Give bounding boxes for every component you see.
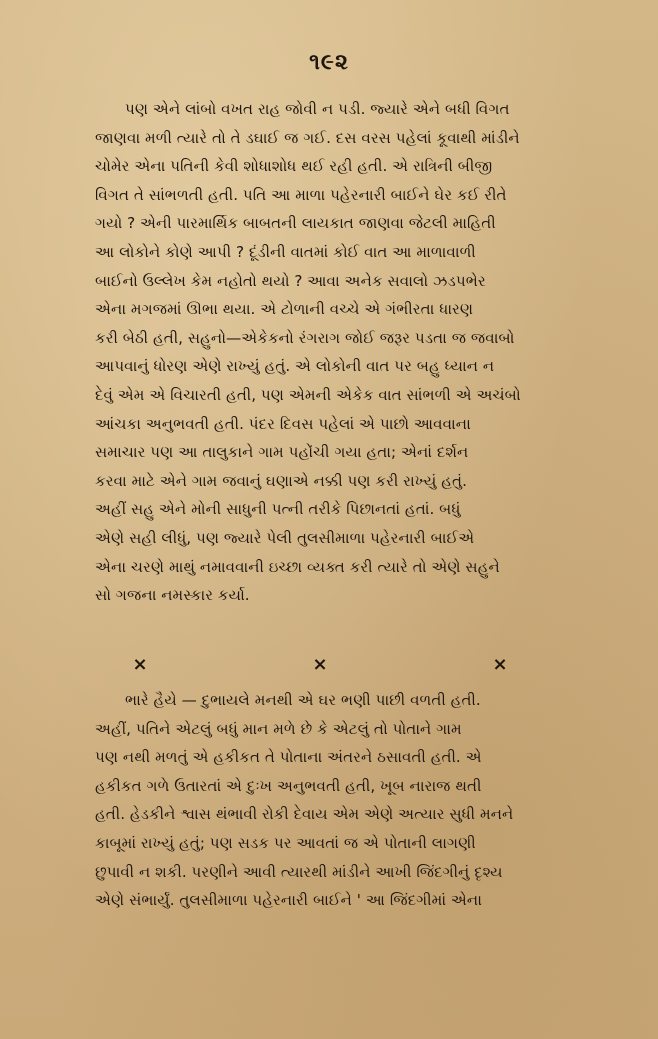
text-line: અહીં, પતિને એટલું બધું માન મળે છે કે એટલું તો પોતાને ગામ	[95, 719, 462, 738]
paragraph-1	[95, 95, 607, 610]
text-line: દેવું એમ એ વિચારતી હતી, પણ એમની એકેક વાત સાંભળી એ અચંબો	[95, 385, 521, 404]
text-line: એના ચરણે માથું નમાવવાની ઇચ્છા વ્યક્ત કરી ત્યારે તો એણે સહુને	[95, 557, 500, 576]
paragraph-2	[95, 686, 607, 915]
text-line: એણે સહી લીધું, પણ જ્યારે પેલી તુલસીમાળા પહેરનારી બાઈએ	[95, 528, 475, 547]
text-line: છુપાવી ન શકી. પરણીને આવી ત્યારથી માંડીને આખી જિંદગીનું દૃશ્ય	[95, 862, 503, 881]
text-line: પણ નથી મળતું એ હકીકત તે પોતાના અંતરને ઠસાવતી હતી. એ	[95, 748, 482, 767]
text-line: વિગત તે સાંભળતી હતી. પતિ આ માળા પહેરનારી બાઈને ઘેર કઈ રીતે	[95, 185, 507, 204]
text-line: કરી બેઠી હતી, સહુનો—એકેકનો રંગરાગ જોઈ જરૂર પડતા જ જવાબો	[95, 328, 515, 347]
text-line: આપવાનું ધોરણ એણે રાખ્યું હતું. એ લોકોની વાત પર બહુ ધ્યાન ન	[95, 357, 495, 376]
text-line: હકીકત ગળે ઉતારતાં એ દુઃખ અનુભવતી હતી, ખૂબ નારાજ થતી	[95, 776, 482, 795]
text-line: આ લોકોને કોણે આપી ? દૂંડીની વાતમાં કોઈ વાત આ માળાવાળી	[95, 242, 476, 261]
text-line: અહીં સહુ એને મોની સાધુની પત્ની તરીકે પિછાનતાં હતાં. બધું	[95, 500, 461, 519]
separator-mark: ×	[312, 653, 328, 675]
text-line: પણ એને લાંબો વખત રાહ જોવી ન પડી. જ્યારે એને બધી વિગત	[125, 100, 510, 118]
text-line: હતી. હેડકીને શ્વાસ થંભાવી રોકી દેવાય એમ એણે અત્યાર સુધી મનને	[95, 805, 514, 824]
text-line: ચોમેર એના પતિની કેવી શોધાશોધ થઈ રહી હતી. એ રાત્રિની બીજી	[95, 157, 493, 176]
text-line: જાણવા મળી ત્યારે તો તે ડઘાઈ જ ગઈ. દસ વરસ પહેલાં કૂવાથી માંડીને	[95, 128, 520, 147]
text-line: સમાચાર પણ આ તાલુકાને ગામ પહોંચી ગયા હતા; એનાં દર્શન	[95, 443, 469, 462]
text-line: એણે સંભાર્યું. તુલસીમાળા પહેરનારી બાઈને ' આ જિંદગીમાં એના	[95, 891, 482, 910]
text-line: કરવા માટે એને ગામ જવાનું ઘણાએ નક્કી પણ કરી રાખ્યું હતું.	[95, 471, 467, 490]
section-separator	[120, 650, 520, 678]
text-line: ભારે હૈયે — દુભાયલે મનથી એ ઘર ભણી પાછી વળતી હતી.	[125, 691, 481, 709]
separator-mark: ×	[492, 653, 508, 675]
page-number: ૧૯૨	[309, 50, 349, 75]
text-line: એના મગજમાં ઊભા થયા. એ ટોળાની વચ્ચે એ ગંભીરતા ધારણ	[95, 300, 474, 319]
text-line: આંચકા અનુભવતી હતી. પંદર દિવસ પહેલાં એ પાછો આવવાના	[95, 414, 471, 433]
text-line: ગયો ? એની પારમાર્થિક બાબતની લાયકાત જાણવા જેટલી માહિતી	[95, 214, 496, 233]
separator-mark: ×	[132, 653, 148, 675]
text-line: બાઈનો ઉલ્લેખ કેમ નહોતો થયો ? આવા અનેક સવાલો ઝડપભેર	[95, 271, 486, 290]
text-line: સો ગજના નમસ્કાર કર્યા.	[95, 586, 250, 605]
text-line: કાબૂમાં રાખ્યું હતું; પણ સડક પર આવતાં જ એ પોતાની લાગણી	[95, 833, 476, 852]
